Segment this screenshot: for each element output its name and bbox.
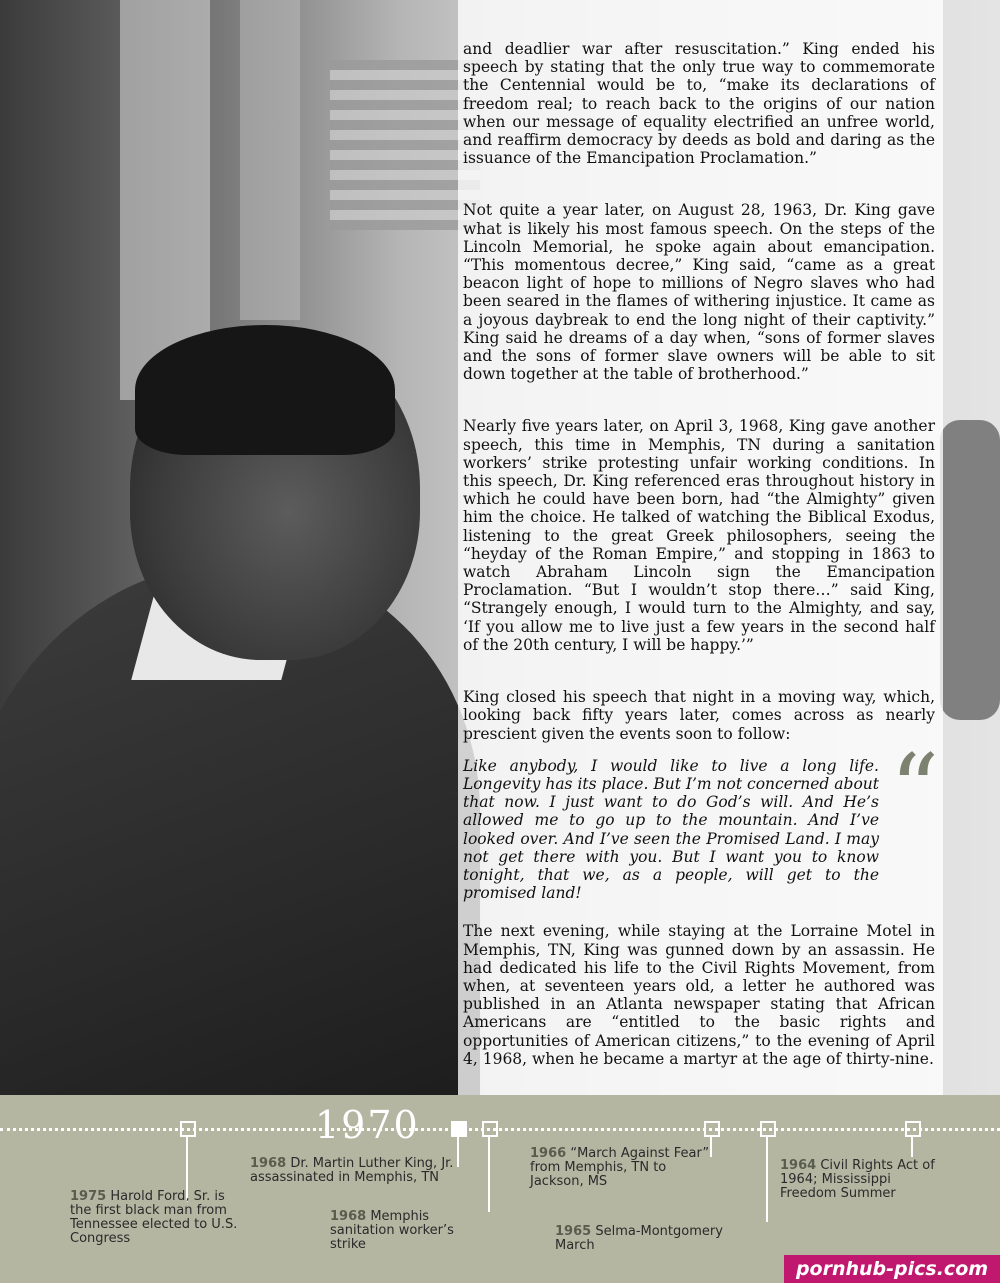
timeline-marker bbox=[905, 1121, 921, 1137]
article-paragraph: and deadlier war after resuscitation.” King ended his speech by stating that the only true way to commemorate the Centennial would be to, “make its declarations of freedom real; to reach back to the origins of our nation when our message of equality electrified an unfree world, and reaffirm democracy by deeds as bold and daring as the issuance of the Emancipation Proclamation.” bbox=[463, 40, 935, 168]
article-body bbox=[463, 40, 935, 1102]
microphone bbox=[940, 420, 1000, 720]
event-text: “March Against Fear” from Memphis, TN to Jackson, MS bbox=[530, 1146, 710, 1189]
timeline-stem bbox=[488, 1137, 490, 1212]
timeline-decade: 1970 bbox=[315, 1103, 420, 1147]
timeline-marker bbox=[482, 1121, 498, 1137]
timeline-marker bbox=[704, 1121, 720, 1137]
timeline-line bbox=[0, 1128, 1000, 1131]
article-paragraph: Not quite a year later, on August 28, 1963, Dr. King gave what is likely his most famous speech. On the steps of the Lincoln Memorial, he spoke again about emancipation. “This momentous decree,” King said, “came as a great beacon light of hope to millions of Negro slaves who had been seared in the flames of withering injustice. It came as a joyous daybreak to end the long night of their captivity.” King said he dreams of a day when, “sons of former slaves and the sons of former slave owners will be able to sit down together at the table of brotherhood.” bbox=[463, 201, 935, 384]
timeline-event bbox=[330, 1210, 490, 1252]
block-quote: Like anybody, I would like to live a long life. Longevity has its place. But I’m not concerned about that now. I just want to do God’s will. And He’s allowed me to go up to the mountain. And I’ve looked over. And I’ve seen the Promised Land. I may not get there with you. But I want you to know tonight, that we, as a people, will get to the promised land! bbox=[463, 756, 879, 903]
watermark-link[interactable]: pornhub-pics.com bbox=[784, 1255, 1000, 1283]
timeline-event bbox=[780, 1159, 940, 1201]
timeline-event bbox=[250, 1157, 465, 1185]
background-column bbox=[240, 0, 300, 320]
article-paragraph: The next evening, while staying at the Lorraine Motel in Memphis, TN, King was gunned down by an assassin. He had dedicated his life to the Civil Rights Movement, from when, at seventeen years old, a letter he authored was published in an Atlanta newspaper stating that African Americans are “entitled to the basic rights and opportunities of American citizens,” to the evening of April 4, 1968, when he became a martyr at the age of thirty-nine. bbox=[463, 922, 935, 1068]
event-text: Selma-Montgomery March bbox=[555, 1224, 723, 1253]
timeline-event bbox=[530, 1147, 715, 1189]
timeline-stem bbox=[911, 1137, 913, 1157]
timeline-event bbox=[555, 1225, 765, 1253]
event-text: Memphis sanitation worker’s strike bbox=[330, 1209, 454, 1252]
event-text: Dr. Martin Luther King, Jr. assassinated in Memphis, TN bbox=[250, 1156, 454, 1185]
event-year: 1975 bbox=[70, 1189, 107, 1204]
timeline-event bbox=[70, 1190, 240, 1246]
event-year: 1964 bbox=[780, 1158, 817, 1173]
event-year: 1965 bbox=[555, 1224, 592, 1239]
event-year: 1966 bbox=[530, 1146, 567, 1161]
timeline-marker bbox=[451, 1121, 467, 1137]
event-text: Civil Rights Act of 1964; Mississippi Freedom Summer bbox=[780, 1158, 935, 1201]
timeline-marker bbox=[180, 1121, 196, 1137]
event-year: 1968 bbox=[250, 1156, 287, 1171]
timeline-stem bbox=[766, 1137, 768, 1222]
speaker-hair bbox=[135, 325, 395, 455]
quote-mark-icon: “ bbox=[890, 734, 940, 846]
event-text: Harold Ford, Sr. is the first black man from Tennessee elected to U.S. Congress bbox=[70, 1189, 238, 1246]
event-year: 1968 bbox=[330, 1209, 367, 1224]
article-paragraph: Nearly five years later, on April 3, 1968, King gave another speech, this time in Memphis, TN during a sanitation workers’ strike protesting unfair working conditions. In this speech, Dr. King referenced eras throughout history in which he could have been born, had “the Almighty” given him the choice. He talked of watching the Biblical Exodus, listening to the great Greek philosophers, seeing the “heyday of the Roman Empire,” and stopping in 1863 to watch Abraham Lincoln sign the Emancipation Proclamation. “But I wouldn’t stop there…” said King, “Strangely enough, I would turn to the Almighty, and say, ‘If you allow me to live just a few years in the second half of the 20th century, I will be happy.’” bbox=[463, 417, 935, 654]
timeline-marker bbox=[760, 1121, 776, 1137]
article-paragraph: King closed his speech that night in a moving way, which, looking back fifty years later, comes across as nearly prescient given the events soon to follow: bbox=[463, 688, 935, 743]
